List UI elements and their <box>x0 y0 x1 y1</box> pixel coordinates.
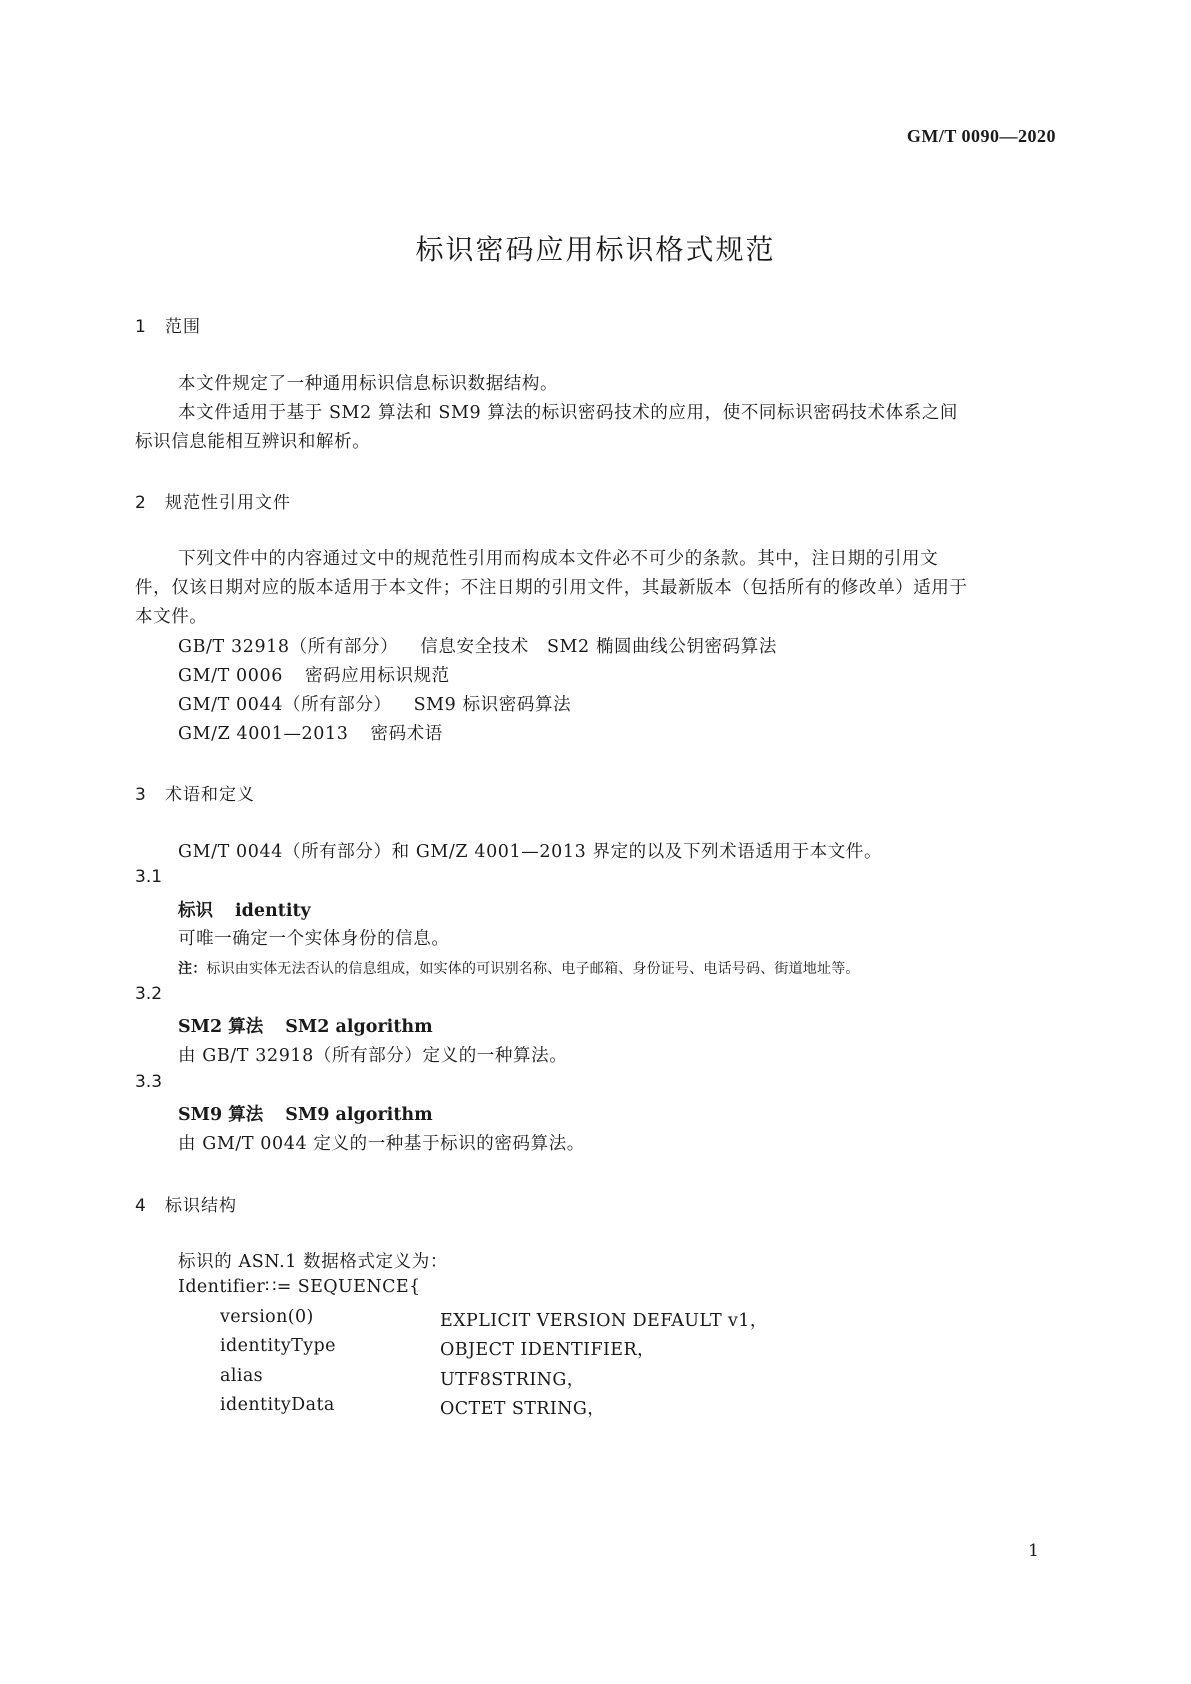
reference-title: 信息安全技术 SM2 椭圆曲线公钥密码算法 <box>420 637 777 657</box>
term-title-en: SM2 algorithm <box>285 1017 433 1037</box>
asn1-field-type: UTF8STRING， <box>440 1370 585 1390</box>
term-definition: 由 GB/T 32918（所有部分）定义的一种算法。 <box>178 1046 568 1066</box>
section-number: 3 <box>135 785 146 805</box>
section-title: 标识结构 <box>165 1196 237 1216</box>
term-title-zh: 标识 <box>178 901 213 921</box>
section-number: 4 <box>135 1196 146 1216</box>
term-note <box>178 958 860 978</box>
term-title <box>178 1013 433 1038</box>
asn1-declaration: Identifier∷= SEQUENCE{ <box>178 1277 421 1297</box>
term-definition: 可唯一确定一个实体身份的信息。 <box>178 929 450 949</box>
asn1-field-type: EXPLICIT VERSION DEFAULT v1， <box>440 1311 768 1331</box>
reference-title: 密码术语 <box>370 724 443 744</box>
section-heading-scope <box>135 312 201 337</box>
term-title <box>178 897 311 922</box>
term-title-zh: SM9 算法 <box>178 1105 264 1125</box>
note-label: 注： <box>178 961 207 977</box>
page-number: 1 <box>1028 1541 1039 1561</box>
note-text: 标识由实体无法否认的信息组成，如实体的可识别名称、电子邮箱、身份证号、电话号码、街道地址等。 <box>206 961 860 977</box>
scope-paragraph-1: 本文件规定了一种通用标识信息标识数据结构。 <box>178 374 559 394</box>
term-title <box>178 1101 433 1126</box>
scope-paragraph-2-line-1: 本文件适用于基于 SM2 算法和 SM9 算法的标识密码技术的应用，使不同标识密码技术体系之间 <box>178 403 959 423</box>
asn1-field-name: identityType <box>220 1336 336 1356</box>
reference-item <box>178 633 777 658</box>
reference-code: GB/T 32918（所有部分） <box>178 637 399 657</box>
reference-code: GM/Z 4001—2013 <box>178 724 349 744</box>
asn1-field-type: OCTET STRING， <box>440 1399 606 1419</box>
asn1-field-name: alias <box>220 1366 264 1386</box>
asn1-field-name: version(0) <box>220 1307 314 1327</box>
asn1-field-type: OBJECT IDENTIFIER， <box>440 1340 655 1360</box>
section-title: 范围 <box>165 317 201 337</box>
reference-item <box>178 691 571 716</box>
standard-code: GM/T 0090—2020 <box>906 126 1056 146</box>
reference-code: GM/T 0044（所有部分） <box>178 695 392 715</box>
reference-title: 密码应用标识规范 <box>304 666 450 686</box>
reference-item <box>178 720 443 745</box>
reference-title: SM9 标识密码算法 <box>413 695 572 715</box>
section-title: 术语和定义 <box>165 785 255 805</box>
structure-intro: 标识的 ASN.1 数据格式定义为： <box>178 1252 448 1272</box>
term-number: 3.2 <box>135 984 163 1004</box>
term-title-zh: SM2 算法 <box>178 1017 264 1037</box>
term-number: 3.3 <box>135 1072 163 1092</box>
term-definition: 由 GM/T 0044 定义的一种基于标识的密码算法。 <box>178 1134 585 1154</box>
normative-intro-line-2: 件，仅该日期对应的版本适用于本文件；不注日期的引用文件，其最新版本（包括所有的修改单）适用于 <box>135 578 968 598</box>
section-heading-identity-structure <box>135 1191 237 1216</box>
document-title: 标识密码应用标识格式规范 <box>415 233 776 266</box>
section-title: 规范性引用文件 <box>165 493 291 513</box>
reference-item <box>178 662 450 687</box>
section-heading-normative-references <box>135 488 291 513</box>
section-number: 2 <box>135 493 146 513</box>
term-number: 3.1 <box>135 867 163 887</box>
scope-paragraph-2-line-2: 标识信息能相互辨识和解析。 <box>135 432 371 452</box>
normative-intro-line-3: 本文件。 <box>135 607 208 627</box>
term-title-en: identity <box>235 901 311 921</box>
section-heading-terms <box>135 780 255 805</box>
asn1-field-name: identityData <box>220 1395 335 1415</box>
normative-intro-line-1: 下列文件中的内容通过文中的规范性引用而构成本文件必不可少的条款。其中，注日期的引用文 <box>178 549 939 569</box>
reference-code: GM/T 0006 <box>178 666 283 686</box>
section-number: 1 <box>135 317 146 337</box>
terms-intro: GM/T 0044（所有部分）和 GM/Z 4001—2013 界定的以及下列术语适用于本文件。 <box>178 842 883 862</box>
term-title-en: SM9 algorithm <box>285 1105 433 1125</box>
